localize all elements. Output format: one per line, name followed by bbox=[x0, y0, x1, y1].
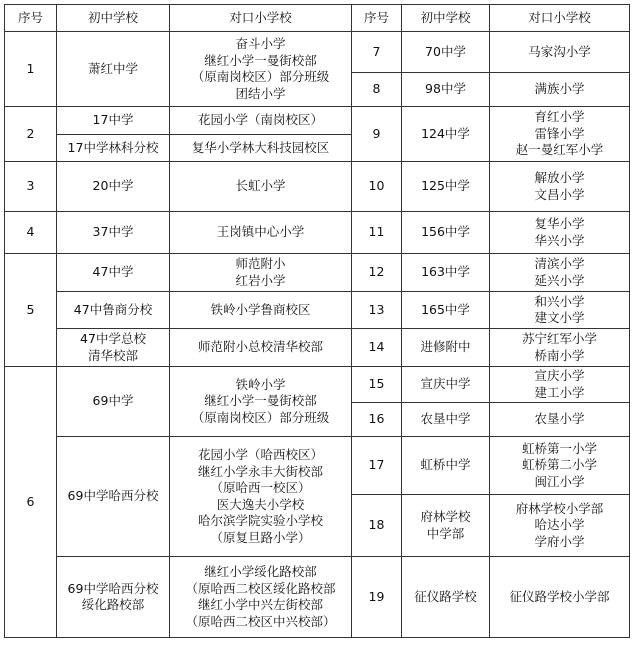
middle-school: 163中学 bbox=[402, 254, 490, 292]
primary-schools: 铁岭小学鲁商校区 bbox=[170, 292, 352, 329]
primary-schools: 复华小学林大科技园校区 bbox=[170, 135, 352, 162]
primary-schools: 奋斗小学 继红小学一曼街校部 （原南岗校区）部分班级 团结小学 bbox=[170, 32, 352, 107]
table-row bbox=[5, 254, 630, 292]
row-no: 14 bbox=[352, 329, 402, 367]
table-row bbox=[5, 32, 630, 73]
middle-school: 47中学总校 清华校部 bbox=[57, 329, 170, 367]
middle-school: 农垦中学 bbox=[402, 403, 490, 437]
primary-schools: 继红小学绥化路校部 （原哈西二校区绥化路校部 继红小学中兴左街校部 （原哈西二校区中兴校部） bbox=[170, 557, 352, 638]
middle-school: 宣庆中学 bbox=[402, 367, 490, 403]
middle-school: 征仪路学校 bbox=[402, 557, 490, 638]
row-no: 19 bbox=[352, 557, 402, 638]
primary-schools: 花园小学（南岗校区） bbox=[170, 107, 352, 135]
primary-schools: 虹桥第一小学 虹桥第二小学 闽江小学 bbox=[490, 437, 630, 495]
row-no: 8 bbox=[352, 73, 402, 107]
row-no: 9 bbox=[352, 107, 402, 162]
middle-school: 37中学 bbox=[57, 212, 170, 254]
table-row bbox=[5, 107, 630, 135]
header-row bbox=[5, 5, 630, 32]
primary-schools: 师范附小总校清华校部 bbox=[170, 329, 352, 367]
primary-schools: 满族小学 bbox=[490, 73, 630, 107]
row-no: 16 bbox=[352, 403, 402, 437]
row-no: 5 bbox=[5, 254, 57, 367]
middle-school: 20中学 bbox=[57, 162, 170, 212]
middle-school: 17中学 bbox=[57, 107, 170, 135]
school-district-table bbox=[4, 4, 630, 638]
table-row bbox=[5, 367, 630, 403]
middle-school: 17中学林科分校 bbox=[57, 135, 170, 162]
middle-school: 进修附中 bbox=[402, 329, 490, 367]
middle-school: 47中学 bbox=[57, 254, 170, 292]
primary-schools: 复华小学 华兴小学 bbox=[490, 212, 630, 254]
primary-schools: 长虹小学 bbox=[170, 162, 352, 212]
row-no: 13 bbox=[352, 292, 402, 329]
header-primary-school-left: 对口小学校 bbox=[170, 5, 352, 32]
middle-school: 165中学 bbox=[402, 292, 490, 329]
table-row bbox=[5, 557, 630, 638]
table-row bbox=[5, 437, 630, 495]
primary-schools: 清滨小学 延兴小学 bbox=[490, 254, 630, 292]
middle-school: 府林学校 中学部 bbox=[402, 495, 490, 557]
row-no: 1 bbox=[5, 32, 57, 107]
middle-school: 虹桥中学 bbox=[402, 437, 490, 495]
middle-school: 69中学哈西分校 bbox=[57, 437, 170, 557]
row-no: 7 bbox=[352, 32, 402, 73]
header-middle-school-left: 初中学校 bbox=[57, 5, 170, 32]
middle-school: 萧红中学 bbox=[57, 32, 170, 107]
table-row bbox=[5, 212, 630, 254]
middle-school: 69中学 bbox=[57, 367, 170, 437]
primary-schools: 农垦小学 bbox=[490, 403, 630, 437]
middle-school: 156中学 bbox=[402, 212, 490, 254]
primary-schools: 王岗镇中心小学 bbox=[170, 212, 352, 254]
middle-school: 124中学 bbox=[402, 107, 490, 162]
primary-schools: 马家沟小学 bbox=[490, 32, 630, 73]
primary-schools: 苏宁红军小学 桥南小学 bbox=[490, 329, 630, 367]
middle-school: 98中学 bbox=[402, 73, 490, 107]
row-no: 10 bbox=[352, 162, 402, 212]
row-no: 11 bbox=[352, 212, 402, 254]
primary-schools: 解放小学 文昌小学 bbox=[490, 162, 630, 212]
row-no: 17 bbox=[352, 437, 402, 495]
middle-school: 69中学哈西分校 绥化路校部 bbox=[57, 557, 170, 638]
primary-schools: 征仪路学校小学部 bbox=[490, 557, 630, 638]
header-middle-school-right: 初中学校 bbox=[402, 5, 490, 32]
primary-schools: 师范附小 红岩小学 bbox=[170, 254, 352, 292]
primary-schools: 宣庆小学 建工小学 bbox=[490, 367, 630, 403]
middle-school: 47中鲁商分校 bbox=[57, 292, 170, 329]
table-row bbox=[5, 292, 630, 329]
primary-schools: 育红小学 雷锋小学 赵一曼红军小学 bbox=[490, 107, 630, 162]
primary-schools: 铁岭小学 继红小学一曼街校部 （原南岗校区）部分班级 bbox=[170, 367, 352, 437]
middle-school: 70中学 bbox=[402, 32, 490, 73]
table-row bbox=[5, 162, 630, 212]
middle-school: 125中学 bbox=[402, 162, 490, 212]
header-primary-school-right: 对口小学校 bbox=[490, 5, 630, 32]
row-no: 3 bbox=[5, 162, 57, 212]
header-no-left: 序号 bbox=[5, 5, 57, 32]
row-no: 15 bbox=[352, 367, 402, 403]
row-no: 2 bbox=[5, 107, 57, 162]
header-no-right: 序号 bbox=[352, 5, 402, 32]
row-no: 4 bbox=[5, 212, 57, 254]
row-no: 6 bbox=[5, 367, 57, 638]
primary-schools: 和兴小学 建文小学 bbox=[490, 292, 630, 329]
primary-schools: 花园小学（哈西校区） 继红小学永丰大街校部 （原哈西一校区） 医大逸夫小学校 哈尔滨学院实验小学校 （原复旦路小学） bbox=[170, 437, 352, 557]
table-row bbox=[5, 329, 630, 367]
row-no: 12 bbox=[352, 254, 402, 292]
primary-schools: 府林学校小学部 哈达小学 学府小学 bbox=[490, 495, 630, 557]
row-no: 18 bbox=[352, 495, 402, 557]
